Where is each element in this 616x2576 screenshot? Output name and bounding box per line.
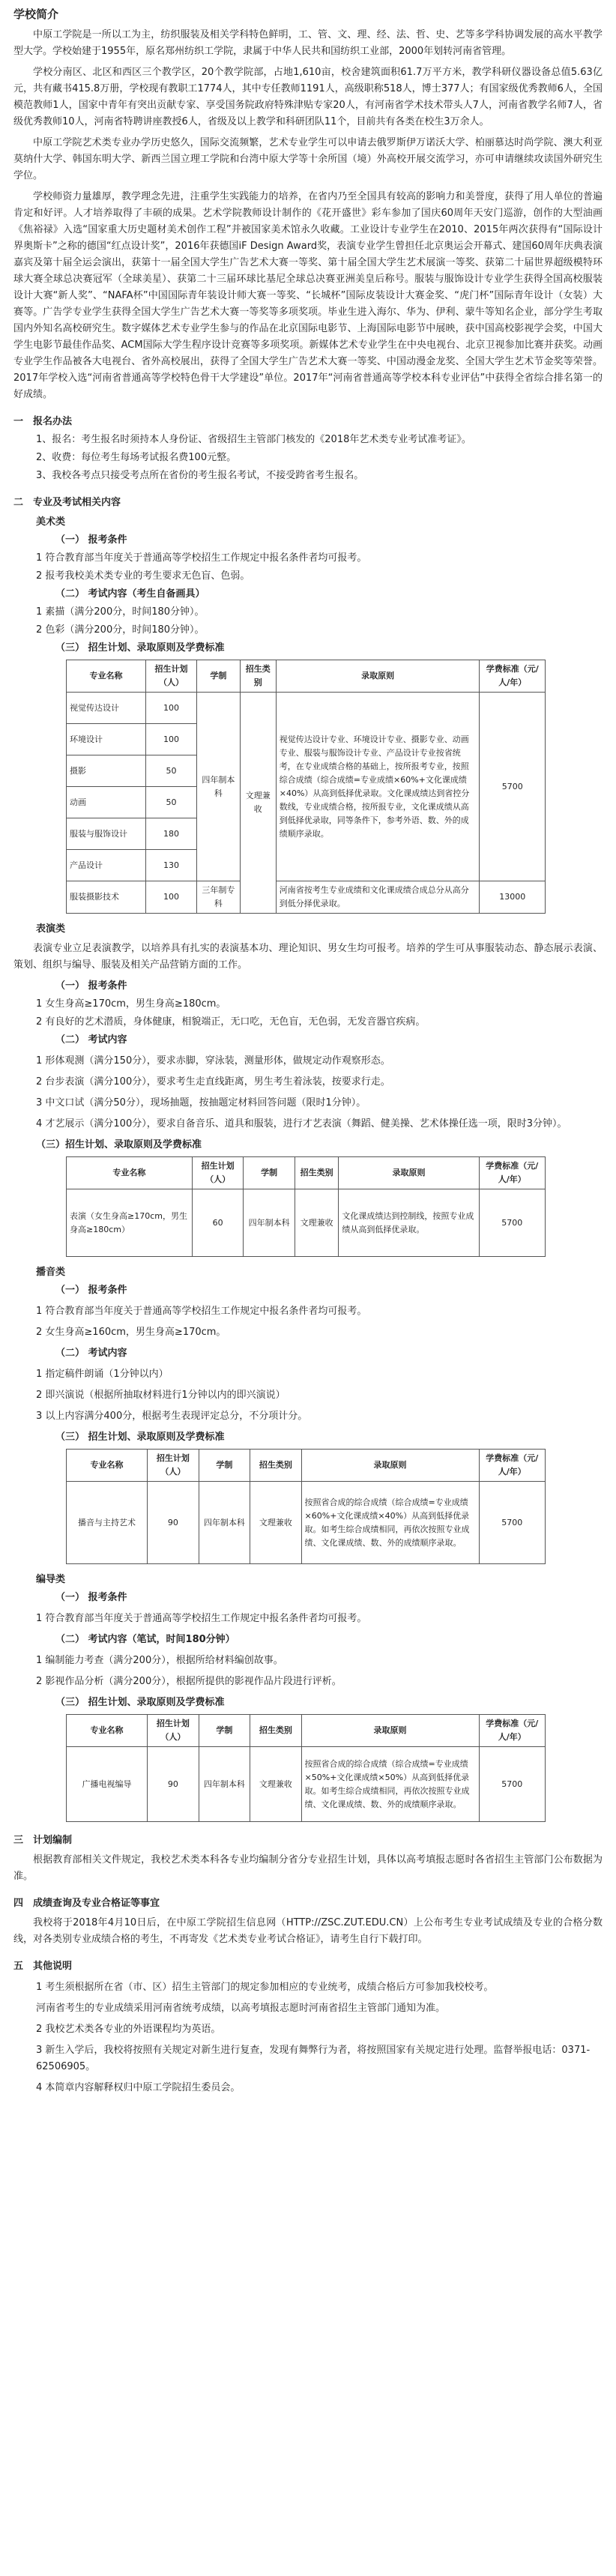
category-title: 表演类 (36, 923, 66, 935)
plan-count: 100 (146, 881, 197, 914)
table-row (67, 1482, 546, 1564)
fee-cell: 5700 (479, 1482, 545, 1564)
table-header: 学费标准（元/人/年） (480, 660, 546, 693)
list-item: 3 新生入学后，我校将按照有关规定对新生进行复查，发现有舞弊行为者，将按照国家有关规定进行处理。监督举报电话：0371-62506905。 (36, 2045, 591, 2072)
leibie-cell: 文理兼收 (250, 1747, 301, 1822)
plan-count: 100 (146, 693, 197, 724)
major-name: 动画 (67, 787, 146, 818)
rule-cell: 按照省合成的综合成绩（综合成绩=专业成绩×60%+文化课成绩×40%）从高到低择优录取。如考生综合成绩相同，再依次按照专业成绩、文化课成绩、数、外的成绩顺序录取。 (301, 1482, 479, 1564)
rule-cell: 按照省合成的综合成绩（综合成绩=专业成绩×50%+文化课成绩×50%）从高到低择优录取。如考生综合成绩相同，再依次按照专业成绩、文化课成绩、数、外的成绩顺序录取。 (301, 1747, 479, 1822)
major-name: 视觉传达设计 (67, 693, 146, 724)
plan-count: 130 (146, 850, 197, 881)
major-name: 环境设计 (67, 724, 146, 755)
major-name: 表演（女生身高≥170cm，男生身高≥180cm） (67, 1189, 193, 1257)
list-item: 1 考生须根据所在省（市、区）招生主管部门的规定参加相应的专业统考，成绩合格后方可参加我校校考。 (36, 1982, 494, 1993)
list-item: 4 本简章内容解释权归中原工学院招生委员会。 (36, 2082, 241, 2093)
list-item: 2 台步表演（满分100分），要求考生走直线距离，男生考生着泳装，按要求行走。 (36, 1076, 390, 1088)
list-item: 2 报考我校美术类专业的考生要求无色盲、色弱。 (36, 570, 250, 582)
subsection-title: （三）招生计划、录取原则及学费标准 (36, 1139, 202, 1150)
table-header: 学费标准（元/人/年） (479, 1157, 545, 1189)
subsection-title: （三） 招生计划、录取原则及学费标准 (55, 1697, 225, 1708)
list-item: 1 编制能力考查（满分200分），根据所给材料编创故事。 (36, 1655, 283, 1666)
table-header: 招生类别 (250, 1715, 301, 1747)
list-item: 2 影视作品分析（满分200分），根据所提供的影视作品片段进行评析。 (36, 1676, 342, 1687)
section-heading (13, 1958, 603, 1975)
table-header: 录取原则 (301, 1715, 479, 1747)
leibie-cell: 文理兼收 (295, 1189, 339, 1257)
section-title: 报名办法 (33, 416, 73, 427)
table-header: 招生计划（人） (147, 1450, 199, 1482)
intro-paragraph: 学校分南区、北区和西区三个教学区，20个教学院部，占地1,610亩，校舍建筑面积61.7万平方米，教学科研仪器设备总值5.63亿元，共有藏书415.8万册，学校现有教职工1774人，其中专任教师1191人，高级职称518人，博士377人；有国家级优秀教师6人，全国模范教师1人，国家中青年有突出贡献专家、享受国务院政府特殊津贴专家20人，有河南省学术技术带头人7人，河南省教学名师7人，省级优秀教师10人，河南省特聘讲座教授6人，省级及以上教学和科研团队11个，目前共有各类在校生3万余人。 (13, 67, 603, 127)
rule-cell: 河南省按考生专业成绩和文化课成绩合成总分从高分到低分择优录取。 (276, 881, 480, 914)
plan-count: 50 (146, 787, 197, 818)
category-description: 表演专业立足表演教学，以培养具有扎实的表演基本功、理论知识、男女生均可报考。培养的学生可从事服装动态、静态展示表演、策划、组织与编导、服装及相关产品营销方面的工作。 (13, 943, 603, 971)
section-title: 成绩查询及专业合格证等事宜 (33, 1898, 160, 1909)
list-item: 河南省考生的专业成绩采用河南省统考成绩，以高考填报志愿时河南省招生主管部门通知为准。 (36, 2003, 446, 2014)
list-item: 3 中文口试（满分50分），现场抽题，按抽题定材料回答问题（限时1分钟）。 (36, 1097, 366, 1108)
table-header: 招生类别 (295, 1157, 339, 1189)
subsection-title: （二） 考试内容（笔试，时间180分钟） (55, 1634, 235, 1645)
xuezhi-cell: 四年制本科 (197, 693, 241, 881)
rule-cell: 视觉传达设计专业、环境设计专业、摄影专业、动画专业、服装与服饰设计专业、产品设计专业按省统考，在专业成绩合格的基础上，按所报考专业，按照综合成绩（综合成绩=专业成绩×60%+文化课成绩×40%）从高到低择优录取。文化课成绩达到省控分数线，专业成绩合格，按所报专业，文化课成绩从高到低择优录取，同等条件下，参考外语、数、外的成绩顺序录取。 (276, 693, 480, 881)
fee-cell: 5700 (479, 1189, 545, 1257)
admission-table-biaoyan (66, 1156, 546, 1257)
plan-count: 50 (146, 755, 197, 787)
table-header: 学制 (197, 660, 241, 693)
table-header: 招生计划（人） (192, 1157, 244, 1189)
list-item: 1 符合教育部当年度关于普通高等学校招生工作规定中报名条件者均可报考。 (36, 1306, 367, 1317)
table-row (67, 881, 546, 914)
list-item: 2 即兴演说（根据所抽取材料进行1分钟以内的即兴演说） (36, 1390, 286, 1401)
table-row (67, 1189, 546, 1257)
table-header: 录取原则 (276, 660, 480, 693)
category-title: 播音类 (36, 1267, 66, 1278)
subsection-title: （二） 考试内容 (55, 1034, 127, 1046)
category-title: 美术类 (36, 516, 66, 528)
plan-count: 90 (147, 1482, 199, 1564)
section-number: 三 (13, 1835, 24, 1846)
subsection-title: （二） 考试内容 (55, 1348, 127, 1359)
table-header: 学费标准（元/人/年） (479, 1715, 545, 1747)
list-item: 1 指定稿件朗诵（1分钟以内） (36, 1369, 169, 1380)
subsection-title: （一） 报考条件 (55, 534, 127, 546)
section-heading (13, 1895, 603, 1912)
list-item: 1 符合教育部当年度关于普通高等学校招生工作规定中报名条件者均可报考。 (36, 1613, 367, 1624)
list-item: 2 女生身高≥160cm，男生身高≥170cm。 (36, 1327, 226, 1338)
table-header: 专业名称 (67, 1157, 193, 1189)
section-heading (13, 495, 603, 511)
section-heading (13, 1833, 603, 1849)
table-row (67, 1747, 546, 1822)
table-header: 学制 (199, 1715, 250, 1747)
section-text: 根据教育部相关文件规定，我校艺术类本科各专业均编制分省分专业招生计划，具体以高考填报志愿时各省招生主管部门公布数据为准。 (13, 1854, 603, 1882)
table-header: 专业名称 (67, 660, 146, 693)
intro-paragraph: 学校师资力量雄厚，教学理念先进，注重学生实践能力的培养，在省内乃至全国具有较高的影响力和美誉度，获得了用人单位的普遍肯定和好评。人才培养取得了丰硕的成果。艺术学院教师设计制作的《花开盛世》彩车参加了国庆60周年天安门巡游，创作的大型油画《焦裕禄》入选“国家重大历史题材美术创作工程”并被国家美术馆永久收藏。工业设计专业学生在2010、2015年两次获得有“国际设计界奥斯卡”之称的德国“红点设计奖”，2016年获德国iF Design Award奖，表演专业学生曾担任北京奥运会开幕式、建国60周年庆典表演嘉宾及第十届全运会演出，获第十一届全国大学生广告艺术大赛一等奖、第十届全国大学生艺术展演一等奖、获第二十届世界超级模特环球大赛全球总决赛冠军（全球美星）、获第二十三届环球比基尼全球总决赛亚洲美皇后称号。服装与服饰设计专业学生获得全国高校服装设计大赛“新人奖”、“NAFA杯”中国国际青年装设计师大赛一等奖、“长城杯”国际皮装设计大赛金奖、“虎门杯”国际青年设计（女装）大赛等。广告学专业学生获得全国大学生广告艺术大赛一等奖等多项奖项。毕业生进入海尔、华为、伊利、蒙牛等知名企业，部分学生考取国内外知名高校研究生。数字媒体艺术专业学生参与的作品在北京国际电影节、上海国际电影节中展映，获中国高校影视学会奖，中国大学生电影节最佳作品奖、ACM国际大学生程序设计竞赛等多项奖项。新媒体艺术专业学生在中央电视台、北京卫视参加比赛并获奖。动画专业学生作品被各大电视台、省外高校展出，获得了全国大学生广告艺术大赛一等奖、中国动漫金龙奖、全国大学生艺术节金奖等荣誉。2017年学校入选“河南省普通高等学校特色骨干大学建设”单位。2017年“河南省普通高等学校本科专业评估”中获得全省综合排名第一的好成绩。 (13, 191, 603, 400)
intro-paragraph: 中原工学院艺术类专业办学历史悠久，国际交流频繁，艺术专业学生可以申请去俄罗斯伊万诺沃大学、柏丽慕达时尚学院、澳大利亚莫纳什大学、韩国东明大学、新西兰国立理工学院和台湾中原大学等十余所国（境）外高校开展交流学习，亦可申请继续攻读国外研究生学位。 (13, 137, 603, 181)
plan-count: 100 (146, 724, 197, 755)
xuezhi-cell: 三年制专科 (197, 881, 241, 914)
major-name: 产品设计 (67, 850, 146, 881)
table-header: 学制 (199, 1450, 250, 1482)
list-item: 2 有良好的艺术潜质，身体健康，相貌端正，无口吃，无色盲，无色弱，无发音器官疾病。 (36, 1016, 426, 1028)
leibie-cell: 文理兼收 (250, 1482, 301, 1564)
subsection-title: （二） 考试内容（考生自备画具） (55, 588, 205, 600)
table-header: 录取原则 (339, 1157, 479, 1189)
major-name: 服装与服饰设计 (67, 818, 146, 850)
list-item: 4 才艺展示（满分100分），要求自备音乐、道具和服装，进行才艺表演（舞蹈、健美操、艺术体操任选一项，限时3分钟）。 (36, 1118, 567, 1129)
list-item: 2 我校艺术类各专业的外语课程均为英语。 (36, 2024, 221, 2035)
list-item: 1 女生身高≥170cm，男生身高≥180cm。 (36, 998, 226, 1010)
table-header: 专业名称 (67, 1450, 148, 1482)
table-header: 招生计划（人） (146, 660, 197, 693)
major-name: 摄影 (67, 755, 146, 787)
xuezhi-cell: 四年制本科 (244, 1189, 295, 1257)
list-item: 3 以上内容满分400分，根据考生表现评定总分，不分项计分。 (36, 1411, 308, 1422)
table-header: 录取原则 (301, 1450, 479, 1482)
section-number: 四 (13, 1898, 24, 1909)
section-number: 五 (13, 1961, 24, 1972)
rule-cell: 文化课成绩达到控制线，按照专业成绩从高到低择优录取。 (339, 1189, 479, 1257)
list-item: 1、报名：考生报名时须持本人身份证、省级招生主管部门核发的《2018年艺术类专业考试准考证》。 (36, 434, 471, 445)
plan-count: 90 (147, 1747, 199, 1822)
list-item: 1 符合教育部当年度关于普通高等学校招生工作规定中报名条件者均可报考。 (36, 552, 367, 564)
intro-paragraph: 中原工学院是一所以工为主，纺织服装及相关学科特色鲜明，工、管、文、理、经、法、哲、史、艺等多学科协调发展的高水平教学型大学。学校始建于1955年，原名郑州纺织工学院，隶属于中华人民共和国纺织工业部，2000年划转河南省管理。 (13, 29, 603, 57)
major-name: 广播电视编导 (67, 1747, 148, 1822)
subsection-title: （一） 报考条件 (55, 980, 127, 992)
fee-cell: 5700 (479, 1747, 545, 1822)
subsection-title: （一） 报考条件 (55, 1592, 127, 1603)
plan-count: 180 (146, 818, 197, 850)
major-name: 服装摄影技术 (67, 881, 146, 914)
admission-table-boyin (66, 1449, 546, 1564)
table-header: 招生类别 (250, 1450, 301, 1482)
section-number: 二 (13, 497, 24, 508)
section-heading (13, 414, 603, 430)
fee-cell: 13000 (480, 881, 546, 914)
major-name: 播音与主持艺术 (67, 1482, 148, 1564)
xuezhi-cell: 四年制本科 (199, 1482, 250, 1564)
list-item: 1 素描（满分200分，时间180分钟）。 (36, 606, 205, 618)
section-title: 计划编制 (33, 1835, 73, 1846)
subsection-title: （三） 招生计划、录取原则及学费标准 (55, 642, 225, 654)
table-header: 专业名称 (67, 1715, 148, 1747)
plan-count: 60 (192, 1189, 244, 1257)
table-header: 招生计划（人） (147, 1715, 199, 1747)
fee-cell: 5700 (480, 693, 546, 881)
subsection-title: （三） 招生计划、录取原则及学费标准 (55, 1432, 225, 1443)
leibie-cell: 文理兼收 (240, 693, 276, 914)
xuezhi-cell: 四年制本科 (199, 1747, 250, 1822)
section-title: 其他说明 (33, 1961, 73, 1972)
subsection-title: （一） 报考条件 (55, 1285, 127, 1296)
table-row (67, 693, 546, 724)
table-header: 学制 (244, 1157, 295, 1189)
admission-table-meishu (66, 660, 546, 914)
page-title: 学校简介 (13, 7, 59, 21)
list-item: 1 形体观测（满分150分），要求赤脚，穿泳装，测量形体，做规定动作观察形态。 (36, 1055, 390, 1067)
section-number: 一 (13, 416, 24, 427)
section-title: 专业及考试相关内容 (33, 497, 121, 508)
list-item: 3、我校各考点只接受考点所在省份的考生报名考试，不接受跨省考生报名。 (36, 470, 364, 481)
section-text: 我校将于2018年4月10日后，在中原工学院招生信息网（HTTP://ZSC.ZUT.EDU.CN）上公布考生专业考试成绩及专业的合格分数线，对各类别专业成绩合格的考生，不再寄发《艺术类专业考试合格证》，请考生自行下载打印。 (13, 1917, 603, 1945)
admission-table-biandao (66, 1714, 546, 1822)
list-item: 2 色彩（满分200分，时间180分钟）。 (36, 624, 205, 636)
table-header: 学费标准（元/人/年） (479, 1450, 545, 1482)
category-title: 编导类 (36, 1574, 66, 1585)
list-item: 2、收费：每位考生每场考试报名费100元整。 (36, 452, 237, 463)
table-header: 招生类别 (240, 660, 276, 693)
